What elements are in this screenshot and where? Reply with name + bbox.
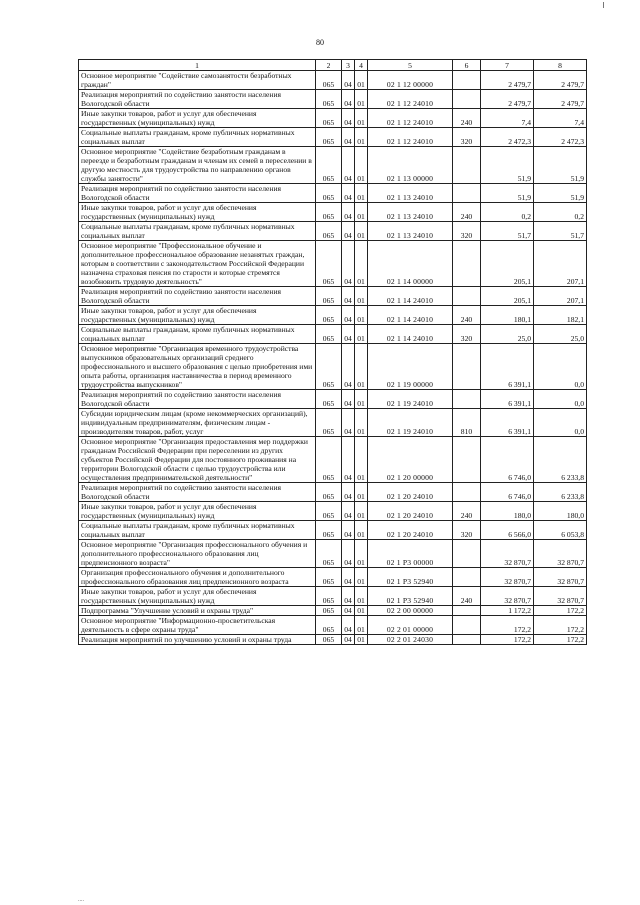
row-value-col7: 205,1 bbox=[481, 241, 534, 287]
table-row bbox=[79, 90, 587, 109]
row-expense-type: 320 bbox=[453, 325, 481, 344]
row-expense-type bbox=[453, 606, 481, 616]
row-value-col7: 2 472,3 bbox=[481, 128, 534, 147]
row-expense-type: 240 bbox=[453, 306, 481, 325]
table-row bbox=[79, 568, 587, 587]
row-expense-type bbox=[453, 90, 481, 109]
row-section: 04 bbox=[342, 390, 355, 409]
row-value-col7: 6 746,0 bbox=[481, 437, 534, 483]
row-subsection: 01 bbox=[355, 109, 368, 128]
row-expense-type: 240 bbox=[453, 587, 481, 606]
row-value-col8: 32 870,7 bbox=[534, 568, 587, 587]
row-code: 065 bbox=[316, 222, 342, 241]
row-section: 04 bbox=[342, 344, 355, 390]
row-expense-type: 810 bbox=[453, 409, 481, 437]
table-row bbox=[79, 109, 587, 128]
row-subsection: 01 bbox=[355, 203, 368, 222]
table-row bbox=[79, 540, 587, 568]
row-expense-type: 240 bbox=[453, 109, 481, 128]
row-value-col7: 0,2 bbox=[481, 203, 534, 222]
row-expense-type bbox=[453, 483, 481, 502]
row-target-article: 02 1 P3 00000 bbox=[368, 540, 453, 568]
row-name: Социальные выплаты гражданам, кроме публичных нормативных социальных выплат bbox=[79, 222, 316, 241]
table-row bbox=[79, 241, 587, 287]
table-row bbox=[79, 184, 587, 203]
row-value-col7: 180,1 bbox=[481, 306, 534, 325]
row-name: Организация профессионального обучения и дополнительного профессионального образования лиц предпенсионного возраста bbox=[79, 568, 316, 587]
row-name: Основное мероприятие "Профессиональное обучение и дополнительное профессиональное образование незанятых граждан, которым в соответствии с законодательством Российской Федерации назначена страховая пенсия по старости и которые стремятся возобновить трудовую деятельность" bbox=[79, 241, 316, 287]
row-target-article: 02 1 19 24010 bbox=[368, 409, 453, 437]
row-value-col8: 7,4 bbox=[534, 109, 587, 128]
table-row bbox=[79, 306, 587, 325]
row-name: Субсидии юридическим лицам (кроме некоммерческих организаций), индивидуальным предпринимателям, физическим лицам - производителям товаров, работ, услуг bbox=[79, 409, 316, 437]
bottom-mark: .... bbox=[78, 897, 84, 903]
row-name: Основное мероприятие "Содействие безработным гражданам в переезде и безработным гражданам и членам их семей в переселении в другую местность для трудоустройства по направлению органов службы занятости" bbox=[79, 147, 316, 184]
row-name: Основное мероприятие "Организация предоставления мер поддержки гражданам Российской Федерации при переселении из других субъектов Российской Федерации для постоянного проживания на территории Вологодской области с целью трудоустройства или осуществления предпринимательской деятельности" bbox=[79, 437, 316, 483]
row-code: 065 bbox=[316, 540, 342, 568]
row-expense-type bbox=[453, 568, 481, 587]
row-name: Основное мероприятие "Информационно-просветительская деятельность в сфере охраны труда" bbox=[79, 616, 316, 635]
header-cell-8: 8 bbox=[534, 60, 587, 71]
row-code: 065 bbox=[316, 409, 342, 437]
row-target-article: 02 1 20 24010 bbox=[368, 502, 453, 521]
row-code: 065 bbox=[316, 147, 342, 184]
header-cell-6: 6 bbox=[453, 60, 481, 71]
row-code: 065 bbox=[316, 587, 342, 606]
row-expense-type bbox=[453, 437, 481, 483]
row-value-col7: 2 479,7 bbox=[481, 71, 534, 90]
row-expense-type bbox=[453, 184, 481, 203]
header-cell-2: 2 bbox=[316, 60, 342, 71]
table-row bbox=[79, 222, 587, 241]
row-section: 04 bbox=[342, 325, 355, 344]
row-code: 065 bbox=[316, 109, 342, 128]
row-value-col8: 2 479,7 bbox=[534, 90, 587, 109]
header-cell-5: 5 bbox=[368, 60, 453, 71]
row-subsection: 01 bbox=[355, 90, 368, 109]
row-name: Иные закупки товаров, работ и услуг для обеспечения государственных (муниципальных) нужд bbox=[79, 109, 316, 128]
row-target-article: 02 1 14 00000 bbox=[368, 241, 453, 287]
row-code: 065 bbox=[316, 390, 342, 409]
row-target-article: 02 1 19 00000 bbox=[368, 344, 453, 390]
row-subsection: 01 bbox=[355, 306, 368, 325]
row-name: Основное мероприятие "Организация профессионального обучения и дополнительного профессионального образования лиц предпенсионного возраста" bbox=[79, 540, 316, 568]
row-code: 065 bbox=[316, 325, 342, 344]
row-name: Иные закупки товаров, работ и услуг для обеспечения государственных (муниципальных) нужд bbox=[79, 587, 316, 606]
row-expense-type bbox=[453, 616, 481, 635]
row-value-col7: 172,2 bbox=[481, 616, 534, 635]
row-section: 04 bbox=[342, 483, 355, 502]
row-value-col7: 51,9 bbox=[481, 184, 534, 203]
row-subsection: 01 bbox=[355, 616, 368, 635]
row-value-col7: 1 172,2 bbox=[481, 606, 534, 616]
row-section: 04 bbox=[342, 437, 355, 483]
row-code: 065 bbox=[316, 502, 342, 521]
header-cell-3: 3 bbox=[342, 60, 355, 71]
row-value-col8: 32 870,7 bbox=[534, 540, 587, 568]
row-name: Социальные выплаты гражданам, кроме публичных нормативных социальных выплат bbox=[79, 128, 316, 147]
row-expense-type bbox=[453, 390, 481, 409]
row-code: 065 bbox=[316, 483, 342, 502]
row-section: 04 bbox=[342, 502, 355, 521]
row-value-col8: 32 870,7 bbox=[534, 587, 587, 606]
row-value-col8: 172,2 bbox=[534, 635, 587, 645]
row-name: Подпрограмма "Улучшение условий и охраны труда" bbox=[79, 606, 316, 616]
row-name: Социальные выплаты гражданам, кроме публичных нормативных социальных выплат bbox=[79, 521, 316, 540]
table-row bbox=[79, 71, 587, 90]
row-code: 065 bbox=[316, 437, 342, 483]
row-value-col8: 0,2 bbox=[534, 203, 587, 222]
table-row bbox=[79, 616, 587, 635]
row-value-col7: 32 870,7 bbox=[481, 568, 534, 587]
row-expense-type bbox=[453, 344, 481, 390]
row-value-col8: 207,1 bbox=[534, 241, 587, 287]
row-expense-type: 320 bbox=[453, 222, 481, 241]
row-section: 04 bbox=[342, 587, 355, 606]
row-section: 04 bbox=[342, 241, 355, 287]
table-row bbox=[79, 635, 587, 645]
row-target-article: 02 1 12 24010 bbox=[368, 128, 453, 147]
table-row bbox=[79, 502, 587, 521]
row-target-article: 02 1 14 24010 bbox=[368, 287, 453, 306]
row-section: 04 bbox=[342, 521, 355, 540]
row-expense-type bbox=[453, 241, 481, 287]
row-subsection: 01 bbox=[355, 128, 368, 147]
row-section: 04 bbox=[342, 184, 355, 203]
row-subsection: 01 bbox=[355, 521, 368, 540]
table-row bbox=[79, 287, 587, 306]
table-row bbox=[79, 587, 587, 606]
row-target-article: 02 1 13 24010 bbox=[368, 203, 453, 222]
row-target-article: 02 2 01 24030 bbox=[368, 635, 453, 645]
row-value-col7: 205,1 bbox=[481, 287, 534, 306]
row-value-col8: 182,1 bbox=[534, 306, 587, 325]
row-value-col7: 6 566,0 bbox=[481, 521, 534, 540]
row-name: Реализация мероприятий по содействию занятости населения Вологодской области bbox=[79, 90, 316, 109]
row-code: 065 bbox=[316, 616, 342, 635]
row-subsection: 01 bbox=[355, 635, 368, 645]
row-value-col7: 51,7 bbox=[481, 222, 534, 241]
budget-table bbox=[78, 59, 587, 645]
row-value-col8: 51,9 bbox=[534, 147, 587, 184]
row-target-article: 02 1 P3 52940 bbox=[368, 568, 453, 587]
row-expense-type bbox=[453, 147, 481, 184]
row-subsection: 01 bbox=[355, 147, 368, 184]
corner-mark bbox=[603, 2, 604, 8]
row-target-article: 02 1 13 00000 bbox=[368, 147, 453, 184]
row-subsection: 01 bbox=[355, 241, 368, 287]
row-target-article: 02 1 12 24010 bbox=[368, 109, 453, 128]
row-value-col7: 180,0 bbox=[481, 502, 534, 521]
row-value-col8: 180,0 bbox=[534, 502, 587, 521]
row-value-col8: 172,2 bbox=[534, 616, 587, 635]
row-value-col8: 51,7 bbox=[534, 222, 587, 241]
row-code: 065 bbox=[316, 287, 342, 306]
table-row bbox=[79, 203, 587, 222]
row-expense-type bbox=[453, 635, 481, 645]
header-row bbox=[79, 60, 587, 71]
row-section: 04 bbox=[342, 203, 355, 222]
row-target-article: 02 1 13 24010 bbox=[368, 222, 453, 241]
row-subsection: 01 bbox=[355, 325, 368, 344]
table-row bbox=[79, 483, 587, 502]
table-row bbox=[79, 344, 587, 390]
row-name: Социальные выплаты гражданам, кроме публичных нормативных социальных выплат bbox=[79, 325, 316, 344]
row-code: 065 bbox=[316, 606, 342, 616]
row-subsection: 01 bbox=[355, 568, 368, 587]
row-subsection: 01 bbox=[355, 287, 368, 306]
page-number: 80 bbox=[316, 38, 324, 47]
row-value-col7: 51,9 bbox=[481, 147, 534, 184]
row-value-col7: 6 746,0 bbox=[481, 483, 534, 502]
header-cell-1: 1 bbox=[79, 60, 316, 71]
row-subsection: 01 bbox=[355, 184, 368, 203]
row-value-col8: 6 233,8 bbox=[534, 483, 587, 502]
row-expense-type bbox=[453, 540, 481, 568]
row-expense-type: 240 bbox=[453, 502, 481, 521]
table-row bbox=[79, 325, 587, 344]
row-expense-type bbox=[453, 287, 481, 306]
row-target-article: 02 2 01 00000 bbox=[368, 616, 453, 635]
row-section: 04 bbox=[342, 635, 355, 645]
row-target-article: 02 1 12 24010 bbox=[368, 90, 453, 109]
row-target-article: 02 1 12 00000 bbox=[368, 71, 453, 90]
row-value-col7: 25,0 bbox=[481, 325, 534, 344]
row-subsection: 01 bbox=[355, 540, 368, 568]
table-row bbox=[79, 147, 587, 184]
row-subsection: 01 bbox=[355, 390, 368, 409]
table-row bbox=[79, 390, 587, 409]
row-expense-type: 320 bbox=[453, 128, 481, 147]
row-name: Реализация мероприятий по содействию занятости населения Вологодской области bbox=[79, 483, 316, 502]
row-value-col8: 25,0 bbox=[534, 325, 587, 344]
row-target-article: 02 1 13 24010 bbox=[368, 184, 453, 203]
row-value-col7: 172,2 bbox=[481, 635, 534, 645]
row-target-article: 02 1 20 24010 bbox=[368, 483, 453, 502]
row-value-col8: 6 053,8 bbox=[534, 521, 587, 540]
header-cell-4: 4 bbox=[355, 60, 368, 71]
row-code: 065 bbox=[316, 344, 342, 390]
row-code: 065 bbox=[316, 306, 342, 325]
row-subsection: 01 bbox=[355, 71, 368, 90]
row-subsection: 01 bbox=[355, 344, 368, 390]
row-name: Реализация мероприятий по содействию занятости населения Вологодской области bbox=[79, 287, 316, 306]
row-subsection: 01 bbox=[355, 587, 368, 606]
row-code: 065 bbox=[316, 241, 342, 287]
row-value-col7: 32 870,7 bbox=[481, 540, 534, 568]
row-target-article: 02 1 14 24010 bbox=[368, 325, 453, 344]
row-value-col7: 2 479,7 bbox=[481, 90, 534, 109]
row-value-col8: 6 233,8 bbox=[534, 437, 587, 483]
row-section: 04 bbox=[342, 71, 355, 90]
row-value-col8: 0,0 bbox=[534, 344, 587, 390]
row-code: 065 bbox=[316, 71, 342, 90]
header-cell-7: 7 bbox=[481, 60, 534, 71]
row-code: 065 bbox=[316, 521, 342, 540]
row-subsection: 01 bbox=[355, 483, 368, 502]
row-code: 065 bbox=[316, 128, 342, 147]
row-section: 04 bbox=[342, 287, 355, 306]
row-subsection: 01 bbox=[355, 502, 368, 521]
row-subsection: 01 bbox=[355, 437, 368, 483]
row-value-col7: 6 391,1 bbox=[481, 409, 534, 437]
row-name: Реализация мероприятий по содействию занятости населения Вологодской области bbox=[79, 184, 316, 203]
row-section: 04 bbox=[342, 90, 355, 109]
table-row bbox=[79, 409, 587, 437]
row-value-col7: 6 391,1 bbox=[481, 344, 534, 390]
row-value-col8: 207,1 bbox=[534, 287, 587, 306]
row-value-col7: 6 391,1 bbox=[481, 390, 534, 409]
row-section: 04 bbox=[342, 409, 355, 437]
row-value-col8: 172,2 bbox=[534, 606, 587, 616]
row-value-col8: 51,9 bbox=[534, 184, 587, 203]
row-section: 04 bbox=[342, 616, 355, 635]
row-name: Реализация мероприятий по содействию занятости населения Вологодской области bbox=[79, 390, 316, 409]
row-name: Основное мероприятие "Содействие самозанятости безработных граждан" bbox=[79, 71, 316, 90]
row-code: 065 bbox=[316, 203, 342, 222]
row-expense-type: 320 bbox=[453, 521, 481, 540]
row-target-article: 02 1 P3 52940 bbox=[368, 587, 453, 606]
row-subsection: 01 bbox=[355, 409, 368, 437]
table-row bbox=[79, 606, 587, 616]
row-name: Реализация мероприятий по улучшению условий и охраны труда bbox=[79, 635, 316, 645]
row-section: 04 bbox=[342, 540, 355, 568]
row-value-col8: 0,0 bbox=[534, 390, 587, 409]
row-subsection: 01 bbox=[355, 222, 368, 241]
table-row bbox=[79, 128, 587, 147]
row-section: 04 bbox=[342, 222, 355, 241]
row-section: 04 bbox=[342, 606, 355, 616]
row-name: Иные закупки товаров, работ и услуг для обеспечения государственных (муниципальных) нужд bbox=[79, 203, 316, 222]
row-name: Основное мероприятие "Организация временного трудоустройства выпускников образовательных организаций среднего профессионального и высшего образования с целью приобретения ими опыта работы, организация наставничества в период временного трудоустройства выпускников" bbox=[79, 344, 316, 390]
row-value-col7: 7,4 bbox=[481, 109, 534, 128]
row-name: Иные закупки товаров, работ и услуг для обеспечения государственных (муниципальных) нужд bbox=[79, 502, 316, 521]
row-target-article: 02 2 00 00000 bbox=[368, 606, 453, 616]
row-value-col7: 32 870,7 bbox=[481, 587, 534, 606]
table-row bbox=[79, 437, 587, 483]
row-target-article: 02 1 20 00000 bbox=[368, 437, 453, 483]
table-row bbox=[79, 521, 587, 540]
row-target-article: 02 1 14 24010 bbox=[368, 306, 453, 325]
row-section: 04 bbox=[342, 109, 355, 128]
row-section: 04 bbox=[342, 128, 355, 147]
row-section: 04 bbox=[342, 568, 355, 587]
row-value-col8: 0,0 bbox=[534, 409, 587, 437]
row-expense-type: 240 bbox=[453, 203, 481, 222]
row-code: 065 bbox=[316, 90, 342, 109]
row-value-col8: 2 472,3 bbox=[534, 128, 587, 147]
row-value-col8: 2 479,7 bbox=[534, 71, 587, 90]
row-section: 04 bbox=[342, 306, 355, 325]
row-target-article: 02 1 20 24010 bbox=[368, 521, 453, 540]
row-code: 065 bbox=[316, 635, 342, 645]
row-expense-type bbox=[453, 71, 481, 90]
row-name: Иные закупки товаров, работ и услуг для обеспечения государственных (муниципальных) нужд bbox=[79, 306, 316, 325]
row-code: 065 bbox=[316, 184, 342, 203]
row-code: 065 bbox=[316, 568, 342, 587]
row-target-article: 02 1 19 24010 bbox=[368, 390, 453, 409]
row-section: 04 bbox=[342, 147, 355, 184]
row-subsection: 01 bbox=[355, 606, 368, 616]
